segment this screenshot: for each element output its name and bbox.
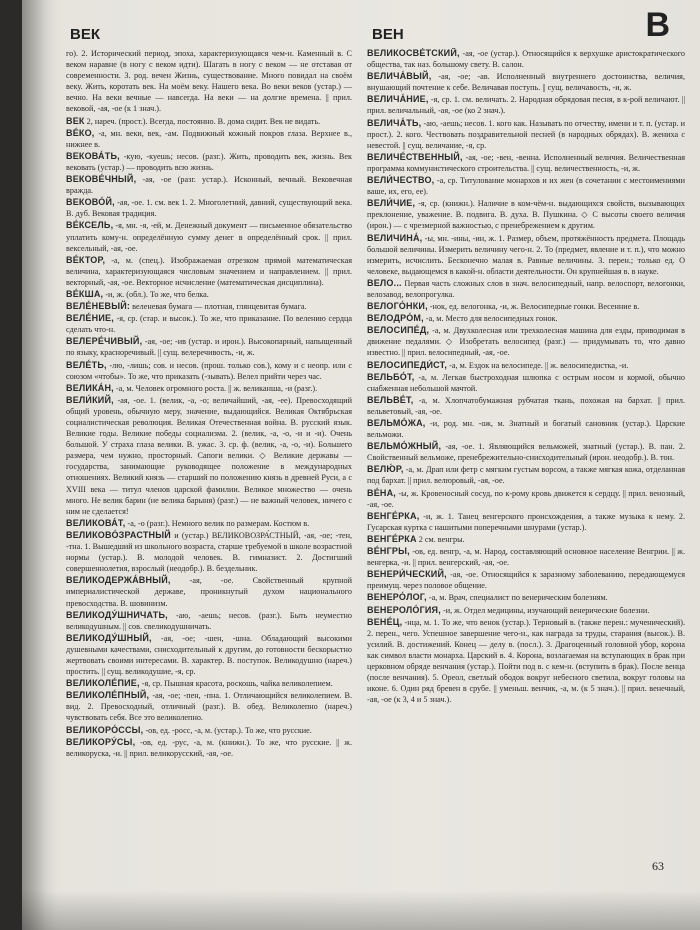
dictionary-entry [66, 690, 352, 723]
entry-headword: ВЕЛЬБО́Т, [367, 371, 415, 382]
entry-headword: ВЕНЕ́Ц, [367, 616, 403, 627]
entry-definition: -я, ср. (стар. и высок.). То же, что приказание. По велению сердца сделать что-н. [66, 314, 352, 335]
dictionary-entry [66, 220, 352, 253]
entry-headword: ВЕ́НА, [367, 487, 397, 498]
entry-definition: -я, мн. -я, -ей, м. Денежный документ — письменное обязательство уплатить кому-н. определённую сумму денег в определённый срок. || прил. вексельный, -ая, -ое. [66, 221, 352, 253]
entry-headword: ВЕКОВА́ТЬ, [66, 150, 120, 161]
dictionary-entry [367, 301, 685, 312]
dictionary-entry [367, 71, 685, 93]
dictionary-entry [367, 605, 685, 616]
entry-headword: ВЕЛО... [367, 277, 402, 288]
dictionary-entry [66, 128, 352, 150]
entry-headword: ВЕ́КО, [66, 127, 95, 138]
dictionary-entry [66, 610, 352, 632]
entry-headword: ВЕ́КСЕЛЬ, [66, 220, 114, 231]
entry-definition: -а, м. Хлопчатобумажная рубчатая ткань, похожая на бархат. || прил. вельветовый, -ая, -ое. [367, 395, 685, 416]
entry-headword: ВЕЛИЧА́ВЫЙ, [367, 71, 432, 82]
entry-headword: ВЕЛИЧЕ́СТВЕННЫЙ, [367, 151, 463, 162]
dictionary-entry [66, 174, 352, 196]
entry-definition: 2, нареч. (прост.). Всегда, постоянно. В. дома сидит. Век не видать. [86, 116, 321, 126]
entry-headword: ВЕЛИКОДУ́ШНИЧАТЬ, [66, 609, 168, 620]
entry-definition: -ы, мн. -ины, -ин, ж. 1. Размер, объем, протяжённость предмета. Площадь большой величины. Измерить величину чего-н. 2. То (предмет, явление и т. п.), что можно измерить, исчислить. Бесконечно малая в. Равные величины. 3. перен.; только ед. О человеке, выдающемся в какой-н. области деятельности. Он крупнейшая в. в науке. [367, 233, 685, 276]
dictionary-entry [66, 518, 352, 529]
dictionary-entry [66, 530, 352, 574]
entry-headword: ВЕКОВЕ́ЧНЫЙ, [66, 174, 137, 185]
entry-headword: ВЕЛИКОВО́ЗРАСТНЫЙ [66, 529, 171, 540]
entry-definition: -а, мн. веки, век, -ам. Подвижный кожный покров глаза. Верхнее в., нижнее в. [66, 128, 352, 149]
entry-definition: -и, ж. (обл.). То же, что белка. [105, 289, 209, 299]
entry-definition: -и, род. мн. -ож, м. Знатный и богатый сановник (устар.). Царские вельможи. [367, 419, 685, 440]
entry-definition: -ов, ед. венгр, -а, м. Народ, составляющий основное население Венгрии. || ж. венгерка, -и. || прил. венгерский, -ая, -ое. [367, 547, 685, 568]
entry-definition: -ая, -ое; -ав. Исполненный внутреннего достоинства, величия, внушающий почтение к себе. Величавая поступь. || сущ. величавость, -и, ж. [367, 72, 685, 93]
entry-definition: -я, ср. 1. см. величать. 2. Народная обрядовая песня, в к-рой величают. || прил. величальный, -ая, -ое (ко 2 знач.). [367, 95, 685, 116]
entry-definition: -лю, -лишь; сов. и несов. (прош. только сов.), кому и с неопр. или с союзом «чтобы». То же, что приказать (-зывать). Велел прийти через час. [66, 360, 352, 381]
entry-definition: -и, ж. 1. Танец венгерского происхождения, а также музыка к нему. 2. Гусарская куртка с нашитыми поперечными шнурами (устар.). [367, 511, 685, 532]
entry-headword: ВЕНГЕ́РКА, [367, 510, 420, 521]
dictionary-entry [66, 395, 352, 517]
entry-headword: ВЕК [66, 115, 85, 126]
dictionary-entry [66, 289, 352, 300]
entry-definition: -а, м. Человек огромного роста. || ж. великанша, -и (разг.). [115, 383, 318, 393]
dictionary-entry [66, 255, 352, 288]
section-letter: В [645, 6, 670, 44]
entry-headword: ВЕНЕРОЛО́ГИЯ, [367, 604, 441, 615]
page-bottom-shadow [22, 890, 700, 930]
entry-definition: -а, м. Место для велосипедных гонок. [425, 314, 558, 324]
dictionary-entry [367, 488, 685, 510]
entry-headword: ВЕЛИ́ЧИЕ, [367, 198, 416, 209]
entry-headword: ВЕЛОСИПЕ́Д, [367, 325, 430, 336]
entry-headword: ВЕЛИКОРО́ССЫ, [66, 724, 144, 735]
entry-definition: -ая, -ое; -вен, -венна. Исполненный величия. Величественная программа коммунистического строительства. || сущ. величественность, -и, ж. [367, 152, 685, 173]
entry-definition: го). 2. Исторический период, эпоха, характеризующаяся чем-н. Каменный в. С веком наравне (в ногу с веком идти). Шагать в ногу с веком — не отставая от современности. 3. род. вечен Жизнь, существование. Много повидал на своём веку. Жить, коротать век. На моём веку. Нашего века. Во веки веков (устар.) — вечно. На веки вечные — навсегда. На веки — на долгие времена. || прил. вековой, -ая, -ое (к 1 знач.). [66, 49, 352, 114]
entry-definition: -ая, -ое; -ив (устар. и ирон.). Высокопарный, напыщенный по языку, красноречивый. || сущ. велеречивость, -и, ж. [66, 337, 352, 358]
entry-headword: ВЕ́НГРЫ, [367, 546, 410, 557]
entry-headword: ВЕЛИЧИНА́, [367, 232, 423, 243]
entry-definition: -ая, -ое (устар.). Относящийся к верхушке аристократического общества, так наз. большому свету. В. салон. [367, 49, 685, 70]
entry-definition: -ов, ед. -рус, -а, м. (книжн.). То же, что русские. || ж. великоруска, -и. || прил. великорусский, -ая, -ое. [66, 737, 352, 758]
entry-definition: -ы, ж. Кровеносный сосуд, по к-рому кровь движется к сердцу. || прил. венозный, -ая, -ое. [367, 488, 685, 509]
entry-definition: -аю, -аешь; несов. (разг.). Быть неуместно великодушным. || сов. свеликодушничать. [66, 610, 352, 631]
dictionary-entry [66, 48, 352, 115]
entry-definition: -ая, -ое; -шен, -шна. Обладающий высокими душевными качествами, снисходительный к другим, до готовности бескорыстно жертвовать своими интересами. В. характер. В. поступок. Великодушно (нареч.) простить. || сущ. великодушие, -я, ср. [66, 633, 352, 677]
entry-definition: -а, м. Драп или фетр с мягким густым ворсом, а также мягкая кожа, отделанная под бархат. || прил. велюровый, -ая, -ое. [367, 465, 685, 486]
entry-headword: ВЕЛИКОЛЕ́ПИЕ, [66, 678, 140, 689]
dictionary-entry [367, 360, 685, 371]
entry-headword: ВЕЛЬМО́ЖНЫЙ, [367, 441, 442, 452]
entry-definition: -а, -о (разг.). Немного велик по размерам. Костюм в. [127, 518, 310, 528]
entry-definition: -а, м. Легкая быстроходная шлюпка с острым носом и кормой, обычно снабженная небольшой мачтой. [367, 372, 685, 393]
entry-headword: ВЕ́КША, [66, 288, 104, 299]
entry-headword: ВЕНЕРО́ЛОГ, [367, 592, 427, 603]
entry-headword: ВЕЛЕ́НИЕ, [66, 313, 114, 324]
entry-definition: -нок, ед. велогонка, -и, ж. Велосипедные гонки. Весенние в. [429, 302, 640, 312]
dictionary-page [22, 0, 700, 930]
dictionary-entry [367, 48, 685, 70]
entry-definition: -а, м. (спец.). Изображаемая отрезком прямой математическая величина, характеризующаяся числовым значением и направлением. || прил. векторный, -ая, -ое. Векторное исчисление (математическая дисциплина). [66, 255, 352, 287]
dictionary-entry [367, 441, 685, 463]
entry-headword: ВЕЛОСИПЕДИ́СТ, [367, 359, 448, 370]
entry-headword: ВЕЛИЧА́ТЬ, [367, 117, 422, 128]
entry-definition: -а, ср. Титулование монархов и их жен (в сочетании с местоимениями ваше, их, его, ее). [367, 176, 685, 197]
entry-definition: 2 см. венгры. [418, 534, 465, 544]
entry-definition: -ая, -ое. 1. (велик, -а, -о; величайший, -ая, -ее). Превосходящий общий уровень, обычную меру, значение, выдающийся. Великая Октябрьская социалистическая революция. Великая Отечественная война. В. русский язык. Великие годы. Великие победы социализма. 2. (велик, -а, -о, -и и -и). Очень большой. У страха глаза велики. В. ужас. 3. ср. ф. (велик, -а, -о, -и). Большего размера, чем нужно, просторный. Сапоги велики. ◇ Великие державы — государства, занимающие руководящее положение в международных отношениях. Великий князь — старший по положению князь в древней Руси, а с XVIII века — титул членов царской фамилии. Великое множество — очень много. Не велик барин (не велика барыня) (разг.) — не важный человек, ничего с ним не сделается! [66, 395, 352, 516]
entry-definition: -ая, -ое. Свойственный крупной империалистической державе, проникнутый духом национального превосходства. В. шовинизм. [66, 576, 352, 608]
dictionary-entry [66, 725, 352, 736]
entry-headword: ВЕЛИКОВА́Т, [66, 517, 126, 528]
dictionary-entry [367, 198, 685, 231]
entry-definition: -ая, -ое. Относящийся к заразному заболеванию, передающемуся преимущ. через половое общение. [367, 570, 685, 591]
dictionary-entry [367, 511, 685, 533]
dictionary-entry [367, 94, 685, 116]
entry-definition: -кую, -куешь; несов. (разг.). Жить, проводить век, жизнь. Век вековать (устар.) — проводить всю жизнь. [66, 151, 352, 172]
dictionary-entry [66, 360, 352, 382]
entry-headword: ВЕЛЮ́Р, [367, 464, 404, 475]
entry-headword: ВЕНГЕ́РКА [367, 533, 417, 544]
dictionary-entry [367, 534, 685, 545]
dictionary-entry [66, 301, 352, 312]
entry-headword: ВЕЛИ́ЧЕСТВО, [367, 175, 435, 186]
left-guide-word: ВЕК [70, 26, 100, 43]
entry-headword: ВЕЛОДРО́М, [367, 313, 424, 324]
entry-headword: ВЕЛИ́КИЙ, [66, 394, 114, 405]
dictionary-entry [66, 678, 352, 689]
entry-definition: -я, ср. Пышная красота, роскошь, чайка великолепием. [141, 679, 333, 689]
page-number: 63 [652, 859, 664, 873]
dictionary-entry [66, 313, 352, 335]
entry-definition: -а, м. Двухколесная или трехколесная машина для езды, приводимая в движение педалями. ◇ Изобретать велосипед (разг.) — придумывать то, что давно известно. || прил. велосипедный, -ая, -ое. [367, 326, 685, 358]
entry-definition: -нца, м. 1. То же, что венок (устар.). Терновый в. (также перен.: мученический). 2. перен., чего. Успешное завершение чего-н., как награда за труды, старания (высок.). В. усилий. В. достижений. Конец — делу в. (посл.). 3. Драгоценный головной убор, корона как символ власти монарха. Царский в. 4. Корона, возлагаемая на вступающих в брак при церковном обряде венчания (устар.). Пойти под в. с кем-н. (вступить в брак). После венца (после венчания). 5. Ореол, светлый ободок вокруг небесного светила, вокруг головы на иконе. 6. Один ряд бревен в срубе. || уменьш. венчик, -а, м. (к 5 знач.). || прил. венечный, -ая, -ое (к 3, 4 и 5 знач.). [367, 617, 685, 705]
entry-definition: -я, ср. (книжн.). Наличие в ком-чём-н. выдающихся свойств, вызывающих преклонение, уважение. В. подвига. В. духа. В. Пушкина. ◇ С высоты своего величия (ирон.) — с чрезмерной важностью, с пренебрежением к другим. [367, 199, 685, 231]
entry-headword: ВЕКОВО́Й, [66, 197, 115, 208]
entry-headword: ВЕЛИКОЛЕ́ПНЫЙ, [66, 690, 150, 701]
dictionary-entry [367, 175, 685, 197]
book-gutter-shadow [22, 0, 56, 930]
dictionary-entry [367, 617, 685, 706]
dictionary-entry [367, 325, 685, 358]
entry-definition: Первая часть сложных слов в знач. велосипедный, напр. велоспорт, велогонки, велозавод, велопрогулка. [367, 278, 685, 299]
entry-definition: -ов, ед. -росс, -а, м. (устар.). То же, что русские. [145, 725, 312, 735]
entry-definition: -а, м. Врач, специалист по венерическим болезням. [428, 593, 608, 603]
dictionary-entry [66, 633, 352, 677]
entry-headword: ВЕЛИКОРУ́СЫ, [66, 736, 136, 747]
dictionary-entry [367, 395, 685, 417]
dictionary-entry [66, 575, 352, 608]
entry-definition: -и, ж. Отдел медицины, изучающий венерические болезни. [442, 605, 650, 615]
dictionary-entry [367, 152, 685, 174]
left-column [66, 48, 352, 858]
entry-headword: ВЕЛИЧА́НИЕ, [367, 94, 429, 105]
entry-headword: ВЕЛЬМО́ЖА, [367, 418, 426, 428]
entry-headword: ВЕЛЕРЕ́ЧИВЫЙ, [66, 336, 143, 347]
dictionary-entry [367, 592, 685, 603]
entry-headword: ВЕ́КТОР, [66, 254, 106, 265]
dictionary-entry [367, 313, 685, 324]
entry-definition: -ая, -ое. 1. Являющийся вельможей, знатный (устар.). В. пан. 2. Свойственный вельможе, пренебрежительно-снисходительный (ирон. неодобр.). В. тон. [367, 442, 685, 463]
entry-headword: ВЕЛЬВЕ́Т, [367, 394, 414, 405]
entry-headword: ВЕЛИКОДУ́ШНЫЙ, [66, 632, 152, 643]
dictionary-entry [66, 737, 352, 759]
entry-headword: ВЕЛИКА́Н, [66, 382, 114, 393]
right-column [367, 48, 685, 838]
entry-definition: -а, м. Ездок на велосипеде. || ж. велосипедистка, -и. [449, 360, 629, 370]
dictionary-entry [66, 197, 352, 219]
dictionary-entry [66, 383, 352, 394]
dictionary-entry [367, 418, 685, 440]
entry-headword: ВЕЛИКОСВЕ́ТСКИЙ, [367, 48, 460, 58]
dictionary-entry [367, 372, 685, 394]
entry-definition: -аю, -аешь; несов. 1. кого как. Называть по отчеству, имени и т. п. (устар. и прост.). 2. кого. Чествовать поздравительной песней (в народных обрядах). В. жениха с невестой. || сущ. величание, -я, ср. [367, 118, 685, 150]
dictionary-entry [66, 336, 352, 358]
dictionary-entry [66, 151, 352, 173]
dictionary-entry [66, 116, 352, 127]
dictionary-entry [367, 569, 685, 591]
entry-headword: ВЕНЕРИ́ЧЕСКИЙ, [367, 569, 447, 580]
entry-headword: ВЕЛЕ́ТЬ, [66, 359, 107, 370]
dictionary-entry [367, 118, 685, 151]
entry-definition: веленевая бумага — плотная, глянцевитая бумага. [132, 302, 307, 312]
entry-definition: -ая, -ое (разг. устар.). Исконный, вечный. Вековечная вражда. [66, 175, 352, 196]
right-guide-word: ВЕН [372, 26, 404, 43]
dictionary-entry [367, 464, 685, 486]
dictionary-entry [367, 233, 685, 277]
dictionary-entry [367, 546, 685, 568]
entry-headword: ВЕЛИКОДЕРЖА́ВНЫЙ, [66, 575, 171, 586]
entry-definition: -ая, -ое; -пен, -пна. 1. Отличающийся великолепием. В. вид. 2. Превосходный, отличный (разг.). В. обед. Великолепно (нареч.) чувствовать себя. Все это великолепно. [66, 691, 352, 723]
entry-headword: ВЕЛОГО́НКИ, [367, 301, 428, 312]
entry-headword: ВЕЛЕ́НЕВЫЙ: [66, 301, 131, 312]
entry-definition: и (устар.) ВЕЛИКОВОЗРА́СТНЫЙ, -ая, -ое; -тен, -тна. 1. Вышедший из школьного возраста, старше требуемой в школе возрастной нормы (устар.). В. молодой человек. В. гимназист. 2. Достигший совершеннолетия, взрослый (неодобр.). В. бездельник. [66, 530, 352, 574]
entry-definition: -ая, -ое. 1. см. век 1. 2. Многолетний, давний, существующий века. В. дуб. Вековая традиция. [66, 198, 352, 219]
dictionary-entry [367, 278, 685, 300]
